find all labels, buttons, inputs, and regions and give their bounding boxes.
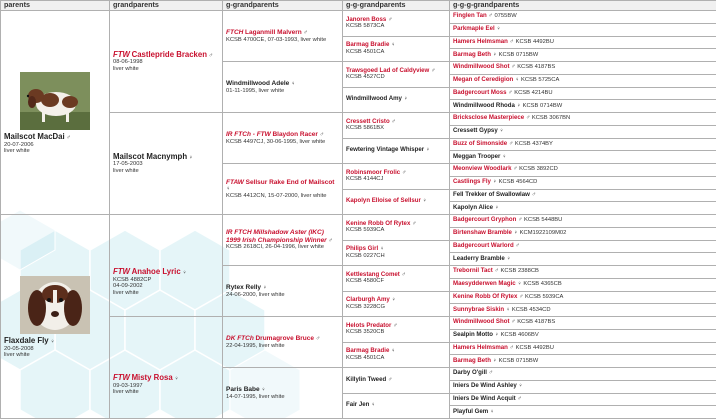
sex-male-icon: ♂ xyxy=(515,242,520,249)
sex-female-icon: ♀ xyxy=(494,332,499,339)
gg-grandparent-cell xyxy=(343,240,450,266)
sex-male-icon: ♂ xyxy=(430,67,436,74)
sex-female-icon: ♀ xyxy=(518,383,523,390)
sex-male-icon: ♂ xyxy=(531,191,536,198)
sex-female-icon: ♀ xyxy=(379,246,385,253)
grandparent-title: FTW xyxy=(113,266,130,276)
grandparent-cell xyxy=(110,113,223,215)
sex-male-icon: ♂ xyxy=(488,13,493,20)
g-grandparent-details: 24-06-2000, liver white xyxy=(226,291,285,298)
pedigree-row xyxy=(1,215,716,228)
ggg-grandparent-cell xyxy=(450,291,716,304)
sex-female-icon: ♀ xyxy=(262,284,268,291)
gg-grandparent-reg: KCSB 4501CA xyxy=(346,48,385,55)
ggg-grandparent-name[interactable]: Barmag Beth xyxy=(453,50,491,58)
ggg-grandparent-name[interactable]: Sealpin Motto xyxy=(453,331,493,339)
gg-grandparent-cell xyxy=(343,113,450,139)
grandparent-date: 17-05-2003 xyxy=(113,161,143,168)
sex-male-icon: ♂ xyxy=(401,169,407,176)
dam-color: liver white xyxy=(4,352,30,359)
ggg-grandparent-name[interactable]: Iniers De Wind Acquit xyxy=(453,394,516,402)
sire-cell xyxy=(1,11,110,215)
sex-male-icon: ♂ xyxy=(315,335,321,342)
sex-male-icon: ♂ xyxy=(319,131,324,138)
g-grandparent-cell xyxy=(223,164,343,215)
ggg-grandparent-cell xyxy=(450,227,716,240)
grandparent-title: FTW xyxy=(113,373,130,383)
sex-female-icon: ♀ xyxy=(492,179,497,186)
ggg-grandparent-cell xyxy=(450,49,716,62)
ggg-grandparent-name[interactable]: Fell Trekker of Swallowlaw xyxy=(453,190,530,198)
gg-grandparent-name[interactable]: Robinsmoor Frolic xyxy=(346,168,401,176)
sex-female-icon: ♀ xyxy=(499,128,504,135)
ggg-grandparent-name[interactable]: Sunnybrae Siskin xyxy=(453,305,505,313)
gg-grandparent-reg: KCSB 3520CB xyxy=(346,329,385,336)
ggg-grandparent-reg: KCSB 0715BW xyxy=(498,357,539,364)
gg-grandparent-cell xyxy=(343,342,450,368)
grandparent-date: 09-03-1997 xyxy=(113,382,143,389)
ggg-grandparent-name[interactable]: Leaderry Bramble xyxy=(453,254,505,262)
gg-grandparent-name[interactable]: Philips Girl xyxy=(346,245,379,253)
sex-female-icon: ♀ xyxy=(188,154,194,161)
ggg-grandparent-name[interactable]: Bricksclose Masterpiece xyxy=(453,114,525,122)
g-grandparent-name[interactable]: Rytex Relly xyxy=(226,283,262,291)
ggg-grandparent-cell xyxy=(450,240,716,253)
g-grandparent-cell xyxy=(223,113,343,164)
gg-grandparent-name[interactable]: Fewtering Vintage Whisper xyxy=(346,146,425,154)
gg-grandparent-cell xyxy=(343,36,450,62)
g-grandparent-cell xyxy=(223,368,343,419)
g-grandparent-details: KCSB 4700CE, 07-03-1993, liver white xyxy=(226,36,327,43)
gg-grandparent-name[interactable]: Clarburgh Amy xyxy=(346,296,390,304)
sire-color: liver white xyxy=(4,148,30,155)
gg-grandparent-cell xyxy=(343,87,450,113)
sex-male-icon: ♂ xyxy=(387,16,393,23)
ggg-grandparent-name[interactable]: Cressett Gypsy xyxy=(453,127,498,135)
sex-male-icon: ♂ xyxy=(513,166,518,173)
ggg-grandparent-name[interactable]: Hamers Helmsman xyxy=(453,343,508,351)
gg-grandparent-reg: KCSB 3228CG xyxy=(346,303,385,310)
sire-date: 20-07-2006 xyxy=(4,141,34,148)
sex-female-icon: ♀ xyxy=(50,339,55,346)
grandparent-color: liver white xyxy=(113,289,139,296)
sex-male-icon: ♂ xyxy=(387,376,393,383)
header-g-grandparents: g-grandparents xyxy=(223,1,343,11)
ggg-grandparent-name[interactable]: Trebornil Tact xyxy=(453,267,493,275)
ggg-grandparent-cell xyxy=(450,202,716,215)
sex-female-icon: ♀ xyxy=(182,269,187,276)
sex-male-icon: ♂ xyxy=(517,395,522,402)
sex-female-icon: ♀ xyxy=(174,376,179,383)
ggg-grandparent-cell xyxy=(450,278,716,291)
sex-female-icon: ♀ xyxy=(489,408,495,415)
grandparent-name[interactable]: Mailscot Macnymph xyxy=(113,151,188,161)
ggg-grandparent-cell xyxy=(450,36,716,49)
ggg-grandparent-reg: KCSB 2388CB xyxy=(500,268,539,275)
springer-spaniel-liver-white-photo xyxy=(20,276,90,334)
ggg-grandparent-cell xyxy=(450,215,716,228)
gg-grandparent-reg: KCSB 5939CA xyxy=(346,227,385,234)
g-grandparent-name[interactable]: Millshadow Aster (IKC) xyxy=(253,229,324,237)
ggg-grandparent-name[interactable]: Windmillwood Shot xyxy=(453,63,510,71)
ggg-grandparent-cell xyxy=(450,393,716,406)
gg-grandparent-name[interactable]: Cressett Cristo xyxy=(346,117,390,125)
sex-female-icon: ♀ xyxy=(494,204,500,211)
grandparent-color: liver white xyxy=(113,65,139,72)
ggg-grandparent-name[interactable]: Iniers De Wind Ashley xyxy=(453,382,517,390)
grandparent-color: liver white xyxy=(113,167,139,174)
gg-grandparent-name[interactable]: Janoren Boss xyxy=(346,15,387,23)
g-grandparent-name[interactable]: Sellsur Rake End of Mailscot xyxy=(245,178,335,186)
ggg-grandparent-reg: KCSB 3067BN xyxy=(531,115,571,122)
gg-grandparent-name[interactable]: Kettlestang Comet xyxy=(346,270,400,278)
g-grandparent-cell xyxy=(223,266,343,317)
g-grandparent-cell xyxy=(223,317,343,368)
ggg-grandparent-cell xyxy=(450,253,716,266)
ggg-grandparent-cell xyxy=(450,74,716,87)
ggg-grandparent-name[interactable]: Darby O'gill xyxy=(453,369,487,377)
sex-female-icon: ♀ xyxy=(502,153,507,160)
sire-name[interactable]: Mailscot MacDai xyxy=(4,132,65,142)
sex-male-icon: ♂ xyxy=(508,89,513,96)
gg-grandparent-name[interactable]: Windmillwood Amy xyxy=(346,95,402,103)
sex-female-icon: ♀ xyxy=(403,96,408,103)
g-grandparent-name[interactable]: Paris Babe xyxy=(226,385,260,393)
ggg-grandparent-name[interactable]: Badgercourt Gryphon xyxy=(453,216,517,224)
ggg-grandparent-name[interactable]: Hamers Helmsman xyxy=(453,37,508,45)
sex-female-icon: ♀ xyxy=(391,348,396,355)
g-grandparent-title: IR FTCH xyxy=(226,229,252,237)
ggg-grandparent-cell xyxy=(450,113,716,126)
g-grandparent-details: KCSB 2618CI, 26-04-1996, liver white xyxy=(226,244,324,251)
ggg-grandparent-reg: KCSB 5725CA xyxy=(520,77,560,84)
gg-grandparent-name[interactable]: Fair Jen xyxy=(346,401,370,409)
g-grandparent-details: 22-04-1995, liver white xyxy=(226,342,285,349)
g-grandparent-details: KCSB 4497CJ, 30-06-1995, liver white xyxy=(226,138,326,145)
ggg-grandparent-reg: KCSB 3892CD xyxy=(519,166,558,173)
sex-female-icon: ♀ xyxy=(422,198,427,205)
gg-grandparent-reg: KCSB 4144CJ xyxy=(346,176,384,183)
ggg-grandparent-reg: KCSB 0715BW xyxy=(498,51,539,58)
g-grandparent-cell xyxy=(223,11,343,62)
g-grandparent-details: KCSB 4412CN, 15-07-2000, liver white xyxy=(226,192,327,199)
sex-male-icon: ♂ xyxy=(412,220,417,227)
g-grandparent-details: 01-11-1995, liver white xyxy=(226,87,285,94)
ggg-grandparent-cell xyxy=(450,87,716,100)
ggg-grandparent-name[interactable]: Castlings Fly xyxy=(453,178,491,186)
ggg-grandparent-reg: KCM1922109M02 xyxy=(519,230,567,237)
g-grandparent-name[interactable]: Windmillwood Adele xyxy=(226,79,290,87)
grandparent-name[interactable]: Anahoe Lyric xyxy=(131,266,181,276)
ggg-grandparent-cell xyxy=(450,266,716,279)
header-row xyxy=(1,1,716,11)
dam-date: 20-05-2008 xyxy=(4,345,34,352)
ggg-grandparent-name[interactable]: Maesydderwen Magic xyxy=(453,280,516,288)
gg-grandparent-cell xyxy=(343,164,450,190)
sex-male-icon: ♂ xyxy=(511,319,516,326)
sex-male-icon: ♂ xyxy=(517,217,523,224)
sex-female-icon: ♀ xyxy=(226,186,231,193)
g-grandparent-name[interactable]: Laganmill Malvern xyxy=(245,28,302,36)
ggg-grandparent-name[interactable]: Windmillwood Shot xyxy=(453,318,510,326)
gg-grandparent-cell xyxy=(343,11,450,37)
sex-female-icon: ♀ xyxy=(492,51,497,58)
ggg-grandparent-cell xyxy=(450,380,716,393)
header-ggg-grandparents: g-g-g-grandparents xyxy=(450,1,716,11)
ggg-grandparent-cell xyxy=(450,317,716,330)
header-parents: parents xyxy=(1,1,110,11)
ggg-grandparent-reg: KCSB 5939CA xyxy=(525,293,564,300)
g-grandparent-name[interactable]: Drumagrove Bruce xyxy=(255,334,315,342)
ggg-grandparent-name[interactable]: Meggan Trooper xyxy=(453,152,501,160)
sex-female-icon: ♀ xyxy=(496,26,501,33)
sex-male-icon: ♂ xyxy=(488,370,493,377)
ggg-grandparent-cell xyxy=(450,164,716,177)
sex-male-icon: ♂ xyxy=(66,135,71,142)
ggg-grandparent-cell xyxy=(450,176,716,189)
ggg-grandparent-cell xyxy=(450,125,716,138)
ggg-grandparent-name[interactable]: Badgercourt Warlord xyxy=(453,241,514,249)
sex-male-icon: ♂ xyxy=(303,29,308,36)
pedigree-row xyxy=(1,11,716,24)
g-grandparent-title: IR FTCh - FTW xyxy=(226,130,271,138)
sex-male-icon: ♂ xyxy=(401,271,406,278)
g-grandparent-cell xyxy=(223,62,343,113)
sex-male-icon: ♂ xyxy=(511,64,516,71)
ggg-grandparent-cell xyxy=(450,151,716,164)
sex-female-icon: ♀ xyxy=(506,255,511,262)
ggg-grandparent-reg: KCSB 5448BU xyxy=(524,217,563,224)
sex-female-icon: ♀ xyxy=(492,357,497,364)
ggg-grandparent-name[interactable]: Windmillwood Rhoda xyxy=(453,101,515,109)
ggg-grandparent-cell xyxy=(450,355,716,368)
ggg-grandparent-cell xyxy=(450,11,716,24)
gg-grandparent-reg: KCSB 5873CA xyxy=(346,23,385,30)
ggg-grandparent-cell xyxy=(450,138,716,151)
ggg-grandparent-name[interactable]: Parkmaple Eel xyxy=(453,25,495,33)
gg-grandparent-cell xyxy=(343,291,450,317)
ggg-grandparent-reg: KCSB 0714BW xyxy=(522,102,563,109)
sex-female-icon: ♀ xyxy=(371,402,376,409)
header-grandparents: grandparents xyxy=(110,1,223,11)
ggg-grandparent-name[interactable]: Buzz of Simonside xyxy=(453,139,508,147)
ggg-grandparent-reg: KCSB 4492BU xyxy=(515,344,554,351)
sex-female-icon: ♀ xyxy=(517,281,522,288)
grandparent-cell xyxy=(110,11,223,113)
gg-grandparent-name[interactable]: Killylin Tweed xyxy=(346,375,387,383)
ggg-grandparent-cell xyxy=(450,100,716,113)
ggg-grandparent-cell xyxy=(450,406,716,419)
sex-female-icon: ♀ xyxy=(513,230,518,237)
sex-female-icon: ♀ xyxy=(391,42,396,49)
gg-grandparent-reg: KCSB 4501CA xyxy=(346,354,385,361)
gg-grandparent-cell xyxy=(343,266,450,292)
ggg-grandparent-reg: KCSB 4492BU xyxy=(515,38,554,45)
g-grandparent-title: FTCH xyxy=(226,28,244,36)
grandparent-date: 08-06-1998 xyxy=(113,59,143,66)
gg-grandparent-name[interactable]: Kapolyn Elloise of Sellsur xyxy=(346,197,421,205)
header-gg-grandparents: g-g-grandparents xyxy=(343,1,450,11)
g-grandparent-award: 1999 Irish Championship Winner xyxy=(226,236,327,244)
dam-name[interactable]: Flaxdale Fly xyxy=(4,336,49,346)
sex-female-icon: ♀ xyxy=(505,306,511,313)
dam-cell xyxy=(1,215,110,419)
gg-grandparent-cell xyxy=(343,189,450,215)
sex-male-icon: ♂ xyxy=(509,344,514,351)
gg-grandparent-name[interactable]: Helots Predator xyxy=(346,321,392,329)
gg-grandparent-name[interactable]: Barmag Bradie xyxy=(346,347,390,355)
grandparent-name[interactable]: Castlepride Bracken xyxy=(131,49,207,59)
sex-male-icon: ♂ xyxy=(328,237,333,244)
ggg-grandparent-cell xyxy=(450,342,716,355)
ggg-grandparent-reg: KCSB 4187BS xyxy=(517,319,556,326)
gg-grandparent-reg: KCSB 0227CH xyxy=(346,252,385,259)
ggg-grandparent-reg: KCSB 4374BY xyxy=(514,140,553,147)
gg-grandparent-cell xyxy=(343,62,450,88)
gg-grandparent-name[interactable]: Kenine Robb Of Rytex xyxy=(346,219,411,227)
ggg-grandparent-name[interactable]: Birtenshaw Bramble xyxy=(453,229,512,237)
ggg-grandparent-reg: KCSB 4606BV xyxy=(500,332,539,339)
springer-spaniel-liver-white-photo xyxy=(20,72,90,130)
ggg-grandparent-cell xyxy=(450,304,716,317)
gg-grandparent-reg: KCSB 4527CD xyxy=(346,74,385,81)
sex-female-icon: ♀ xyxy=(290,80,296,87)
gg-grandparent-cell xyxy=(343,215,450,241)
ggg-grandparent-reg: KCSB 4365CB xyxy=(523,281,562,288)
gg-grandparent-reg: KCSB 5861BX xyxy=(346,125,385,132)
gg-grandparent-name[interactable]: Trawsgoed Lad of Caldyview xyxy=(346,66,430,74)
ggg-grandparent-name[interactable]: Finglen Tan xyxy=(453,12,487,20)
sex-male-icon: ♂ xyxy=(509,38,514,45)
sex-male-icon: ♂ xyxy=(525,115,531,122)
ggg-grandparent-reg: KCSB 4564CD xyxy=(498,179,538,186)
ggg-grandparent-cell xyxy=(450,368,716,381)
g-grandparent-details: 14-07-1995, liver white xyxy=(226,393,285,400)
sex-male-icon: ♂ xyxy=(508,140,514,147)
sex-female-icon: ♀ xyxy=(391,297,396,304)
grandparent-reg: KCSB 4882CP xyxy=(113,276,152,283)
ggg-grandparent-name[interactable]: Badgercourt Moss xyxy=(453,88,507,96)
grandparent-cell xyxy=(110,215,223,317)
gg-grandparent-cell xyxy=(343,393,450,419)
ggg-grandparent-reg: 0755BW xyxy=(494,13,517,20)
grandparent-date: 04-09-2002 xyxy=(113,283,143,290)
gg-grandparent-reg: KCSB 4580CF xyxy=(346,278,385,285)
gg-grandparent-cell xyxy=(343,138,450,164)
grandparent-cell xyxy=(110,317,223,419)
ggg-grandparent-reg: KCSB 4534CD xyxy=(511,306,551,313)
grandparent-title: FTW xyxy=(113,49,130,59)
ggg-grandparent-name[interactable]: Megan of Ceredigion xyxy=(453,76,514,84)
sex-female-icon: ♀ xyxy=(425,147,431,154)
sex-female-icon: ♀ xyxy=(514,77,520,84)
gg-grandparent-cell xyxy=(343,317,450,343)
grandparent-name[interactable]: Misty Rosa xyxy=(131,373,173,383)
ggg-grandparent-name[interactable]: Kapolyn Alice xyxy=(453,203,494,211)
ggg-grandparent-cell xyxy=(450,23,716,36)
sex-male-icon: ♂ xyxy=(519,293,524,300)
ggg-grandparent-reg: KCSB 4187BS xyxy=(517,64,556,71)
sex-male-icon: ♂ xyxy=(393,322,398,329)
sex-male-icon: ♂ xyxy=(494,268,499,275)
ggg-grandparent-cell xyxy=(450,62,716,75)
ggg-grandparent-cell xyxy=(450,329,716,342)
ggg-grandparent-name[interactable]: Meonview Woodlark xyxy=(453,165,512,173)
g-grandparent-cell xyxy=(223,215,343,266)
g-grandparent-title: FTAW xyxy=(226,178,244,186)
grandparent-color: liver white xyxy=(113,389,139,396)
gg-grandparent-cell xyxy=(343,368,450,394)
gg-grandparent-name[interactable]: Barmag Bradie xyxy=(346,41,390,49)
g-grandparent-title: DK FTCh xyxy=(226,334,254,342)
sex-male-icon: ♂ xyxy=(208,52,213,59)
g-grandparent-name[interactable]: Blaydon Racer xyxy=(272,130,318,138)
ggg-grandparent-name[interactable]: Playful Gem xyxy=(453,407,489,415)
ggg-grandparent-reg: KCSB 4214BU xyxy=(514,89,553,96)
sex-female-icon: ♀ xyxy=(516,102,521,109)
ggg-grandparent-name[interactable]: Barmag Beth xyxy=(453,356,491,364)
ggg-grandparent-cell xyxy=(450,189,716,202)
ggg-grandparent-name[interactable]: Kenine Robb Of Rytex xyxy=(453,292,518,300)
sex-female-icon: ♀ xyxy=(261,386,266,393)
sex-male-icon: ♂ xyxy=(391,118,396,125)
